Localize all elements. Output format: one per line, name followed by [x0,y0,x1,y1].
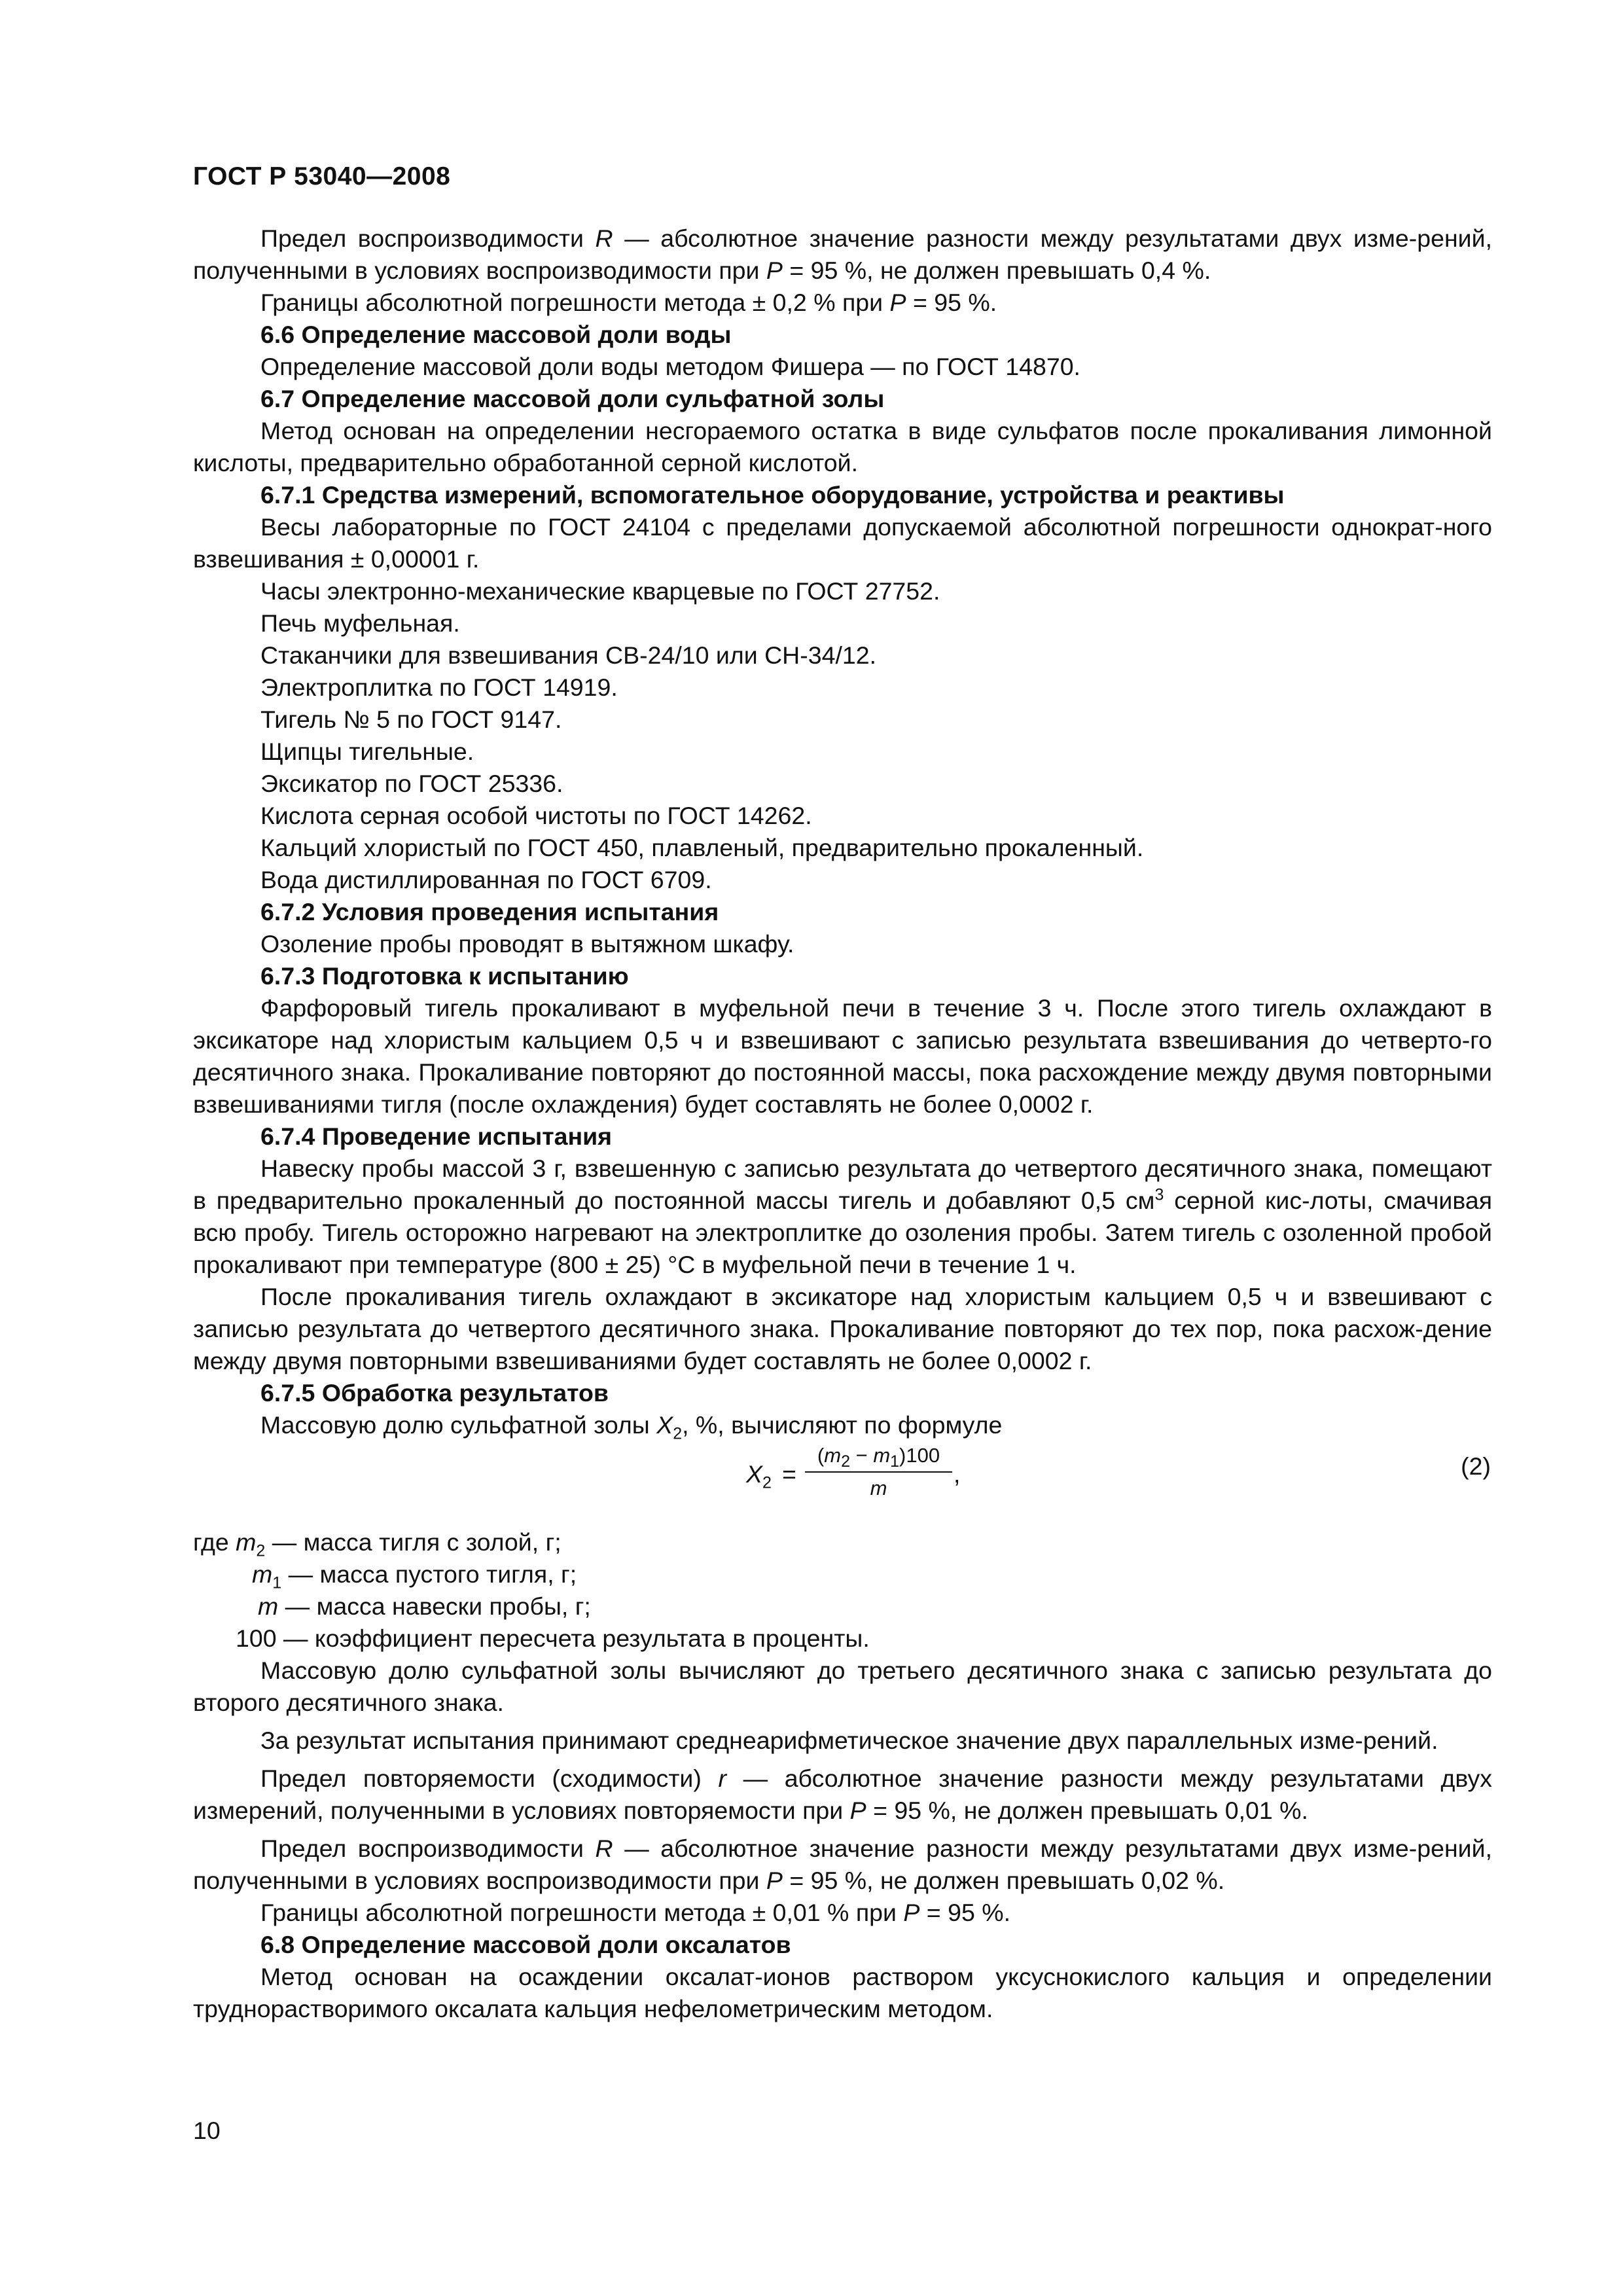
section-heading-6-7: 6.7 Определение массовой доли сульфатной золы [260,385,885,412]
text-run: − [849,1444,874,1467]
paragraph: Определение массовой доли воды методом Фишера — по ГОСТ 14870. [260,353,1080,380]
section-heading-6-7-2: 6.7.2 Условия проведения испытания [260,898,719,925]
text-run: Границы абсолютной погрешности метода ± 0,2 % при [260,289,883,316]
subscript: 2 [841,1452,850,1471]
paragraph [193,1153,1492,1281]
formula-equals: = [782,1460,796,1488]
formula-comma: , [954,1460,961,1488]
equipment-item: Стаканчики для взвешивания СВ-24/10 или СН-34/12. [260,641,876,669]
section-heading-6-7-5: 6.7.5 Обработка результатов [260,1379,609,1407]
section-heading-6-6: 6.6 Определение массовой доли воды [260,321,732,348]
formula-fraction [805,1443,952,1501]
equipment-item: Часы электронно-механические кварцевые по ГОСТ 27752. [260,577,940,605]
formula-var-m: m [873,1444,891,1467]
text-run: Предел воспроизводимости [260,224,584,252]
text-run: Навеску пробы массой 3 г, взвешенную с записью результата до четвертого десятичного знака, помещают в предварительно прокаленный до постоянной массы тигель и добавляют 0,5 см [193,1155,1492,1214]
paragraph: Фарфоровый тигель прокаливают в муфельной печи в течение 3 ч. После этого тигель охлаждают в эксикаторе над хлористым кальцием 0,5 ч и взвешивают с записью результата взвешивания до четверто-го десятичного знака. Прокаливание повторяют до постоянной массы, пока расхождение между двумя повторными взвешиваниями тигля (после охлаждения) будет составлять не более 0,0002 г. [193,994,1492,1118]
subscript: 2 [256,1541,266,1560]
paragraph: Метод основан на определении несгораемого остатка в виде сульфатов после прокаливания лимонной кислоты, предварительно обработанной серной кислотой. [193,417,1492,476]
section-heading-6-7-1: 6.7.1 Средства измерений, вспомогательное оборудование, устройства и реактивы [260,481,1285,509]
paragraph-error-bounds [193,287,1492,319]
text-run: — абсолютное значение разности между результатами двух измерений, полученными в условиях повторяемости при [193,1765,1493,1824]
formula-var-m: m [824,1444,842,1467]
formula-2 [193,1446,1492,1524]
section-heading-6-7-4: 6.7.4 Проведение испытания [260,1122,613,1150]
text-run: = 95 %, не должен превышать 0,4 %. [789,257,1211,284]
legend-item [193,1526,1492,1558]
symbol-m: m [258,1592,279,1620]
legend-item: 100 — коэффициент пересчета результата в проценты. [236,1624,870,1652]
section-heading-6-7-3: 6.7.3 Подготовка к испытанию [260,962,629,990]
symbol-P: P [766,1867,783,1894]
paragraph [193,1409,1492,1441]
symbol-P: P [903,1899,920,1926]
equipment-item: Электроплитка по ГОСТ 14919. [260,673,618,701]
text-run: где [193,1528,229,1556]
equipment-item: Вода дистиллированная по ГОСТ 6709. [260,866,712,893]
paragraph [193,1897,1492,1929]
text-run: = 95 %, не должен превышать 0,01 %. [873,1797,1308,1824]
document-header: ГОСТ Р 53040—2008 [193,162,451,190]
equipment-item: Щипцы тигельные. [260,738,474,765]
formula-number: (2) [1461,1452,1491,1480]
document-body [193,223,1492,2025]
formula-denominator: m [870,1477,887,1499]
symbol-R: R [595,1835,613,1862]
section-heading-6-8: 6.8 Определение массовой доли оксалатов [260,1931,791,1958]
text-run: — абсолютное значение разности между результатами двух изме-рений, полученными в условиях воспроизводимости при [193,1835,1492,1894]
legend-item [193,1590,1492,1623]
paragraph: Массовую долю сульфатной золы вычисляют до третьего десятичного знака с записью результата до второго десятичного знака. [193,1657,1492,1716]
text-run: Массовую долю сульфатной золы [260,1411,650,1439]
text-run: = 95 %, не должен превышать 0,02 %. [789,1867,1225,1894]
symbol-P: P [889,289,906,316]
text-run: Предел воспроизводимости [260,1835,584,1862]
subscript: 1 [272,1573,282,1592]
text-run: Границы абсолютной погрешности метода ± 0,01 % при [260,1899,897,1926]
paragraph [193,1827,1492,1897]
symbol-P: P [849,1797,866,1824]
formula-var-X: X [746,1460,763,1488]
text-run: = 95 %. [926,1899,1011,1926]
formula-numerator [805,1443,952,1473]
symbol-m: m [252,1560,273,1588]
equipment-item: Печь муфельная. [260,609,460,637]
page-number: 10 [193,2117,221,2144]
equipment-item: Эксикатор по ГОСТ 25336. [260,770,563,797]
symbol-m: m [236,1528,257,1556]
text-run: = 95 %. [912,289,997,316]
paragraph: Озоление пробы проводят в вытяжном шкафу. [260,930,794,958]
equipment-item: Тигель № 5 по ГОСТ 9147. [260,706,562,733]
paragraph-reproducibility-limit [193,223,1492,287]
text-run: — масса тигля с золой, г; [272,1528,562,1556]
equipment-item: Кальций хлористый по ГОСТ 450, плавленый, предварительно прокаленный. [260,834,1144,861]
subscript: 2 [762,1473,772,1492]
formula-lhs [746,1458,772,1490]
equipment-item: Кислота серная особой чистоты по ГОСТ 14262. [260,802,812,829]
paragraph: Весы лабораторные по ГОСТ 24104 с пределами допускаемой абсолютной погрешности однократ-ного взвешивания ± 0,00001 г. [193,513,1492,573]
symbol-X: X [656,1411,673,1439]
text-run: — абсолютное значение разности между результатами двух изме-рений, полученными в условиях воспроизводимости при [193,224,1492,284]
text-run: , %, вычисляют по формуле [682,1411,1003,1439]
symbol-P: P [766,257,783,284]
subscript: 2 [673,1424,683,1443]
text-run: )100 [899,1444,940,1467]
symbol-R: R [595,224,613,252]
superscript: 3 [1154,1185,1164,1204]
symbol-r: r [718,1765,726,1792]
paragraph [193,1757,1492,1827]
paragraph: За результат испытания принимают среднеарифметическое значение двух параллельных изме-рений. [260,1727,1438,1754]
paragraph: После прокаливания тигель охлаждают в эксикаторе над хлористым кальцием 0,5 ч и взвешивают с записью результата до четвертого десятичного знака. Прокаливание повторяют до тех пор, пока расхож-дение между двумя повторными взвешиваниями будет составлять не более 0,0002 г. [193,1283,1492,1374]
subscript: 1 [890,1452,900,1471]
legend-item [193,1558,1492,1590]
paragraph: Метод основан на осаждении оксалат-ионов раствором уксуснокислого кальция и определении труднорастворимого оксалата кальция нефелометрическим методом. [193,1963,1492,2022]
text-run: ( [817,1444,825,1467]
text-run: Предел повторяемости (сходимости) [260,1765,702,1792]
text-run: серной кис-лоты, смачивая всю пробу. Тигель осторожно нагревают на электроплитке до озоления пробы. Затем тигель с озоленной пробой прокаливают при температуре (800 ± 25) °С в муфельной печи в течение 1 ч. [193,1187,1493,1278]
text-run: — масса пустого тигля, г; [288,1560,577,1588]
text-run: — масса навески пробы, г; [285,1592,591,1620]
